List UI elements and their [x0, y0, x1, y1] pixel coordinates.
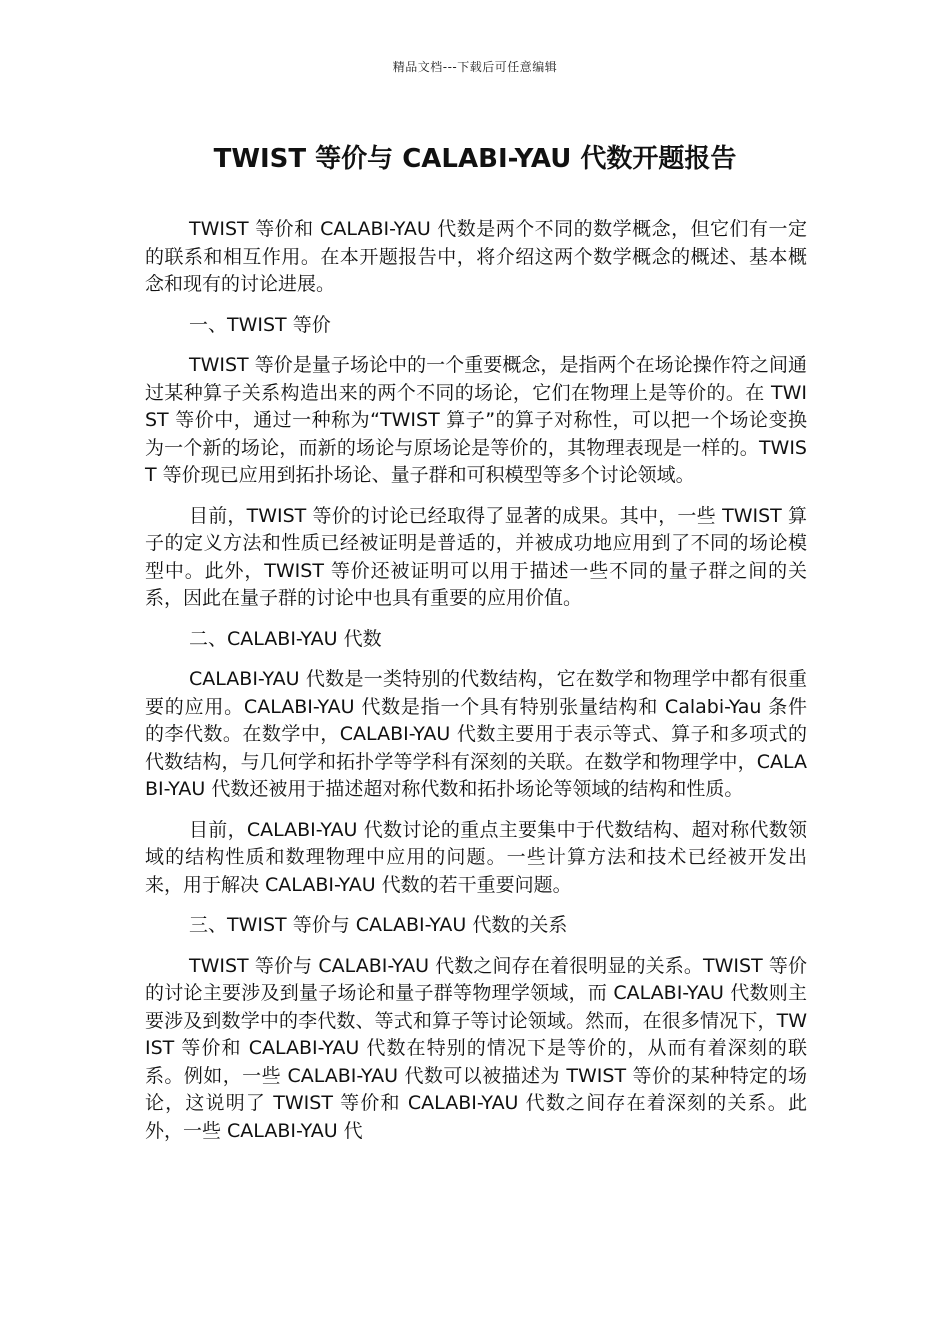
document-body — [145, 216, 807, 1158]
paragraph-calabi-yau-definition: CALABI-YAU 代数是一类特别的代数结构，它在数学和物理学中都有很重要的应用。CALABI-YAU 代数是指一个具有特别张量结构和 Calabi-Yau 条件的李代数。在数学中，CALABI-YAU 代数主要用于表示等式、算子和多项式的代数结构，与几何学和拓扑学等学科有深刻的关联。在数学和物理学中，CALABI-YAU 代数还被用于描述超对称代数和拓扑场论等领域的结构和性质。 — [145, 668, 807, 800]
paragraph-twist-progress: 目前，TWIST 等价的讨论已经取得了显著的成果。其中，一些 TWIST 算子的定义方法和性质已经被证明是普适的，并被成功地应用到了不同的场论模型中。此外，TWIST 等价还被证明可以用于描述一些不同的量子群之间的关系，因此在量子群的讨论中也具有重要的应用价值。 — [145, 504, 807, 609]
paragraph-calabi-yau-progress: 目前，CALABI-YAU 代数讨论的重点主要集中于代数结构、超对称代数领域的结构性质和数理物理中应用的问题。一些计算方法和技术已经被开发出来，用于解决 CALABI-YAU 代数的若干重要问题。 — [145, 818, 807, 896]
section-heading-twist: 一、TWIST 等价 — [189, 313, 331, 336]
paragraph-relation: TWIST 等价与 CALABI-YAU 代数之间存在着很明显的关系。TWIST 等价的讨论主要涉及到量子场论和量子群等物理学领域，而 CALABI-YAU 代数则主要涉及到数学中的李代数、等式和算子等讨论领域。然而，在很多情况下，TWIST 等价和 CALABI-YAU 代数在特别的情况下是等价的，从而有着深刻的联系。例如，一些 CALABI-YAU 代数可以被描述为 TWIST 等价的某种特定的场论，这说明了 TWIST 等价和 CALABI-YAU 代数之间存在着深刻的关系。此外，一些 CALABI-YAU 代 — [145, 954, 807, 1142]
section-heading-relation: 三、TWIST 等价与 CALABI-YAU 代数的关系 — [189, 914, 568, 936]
section-heading-calabi-yau: 二、CALABI-YAU 代数 — [189, 627, 382, 650]
paragraph-intro: TWIST 等价和 CALABI-YAU 代数是两个不同的数学概念，但它们有一定的联系和相互作用。在本开题报告中，将介绍这两个数学概念的概述、基本概念和现有的讨论进展。 — [145, 218, 807, 295]
document-title: TWIST 等价与 CALABI-YAU 代数开题报告 — [213, 144, 737, 174]
header-note: 精品文档---下载后可任意编辑 — [392, 60, 558, 74]
paragraph-twist-definition: TWIST 等价是量子场论中的一个重要概念，是指两个在场论操作符之间通过某种算子关系构造出来的两个不同的场论，它们在物理上是等价的。在 TWIST 等价中，通过一种称为“TWIST 算子”的算子对称性，可以把一个场论变换为一个新的场论，而新的场论与原场论是等价的，其物理表现是一样的。TWIST 等价现已应用到拓扑场论、量子群和可积模型等多个讨论领域。 — [145, 354, 807, 486]
